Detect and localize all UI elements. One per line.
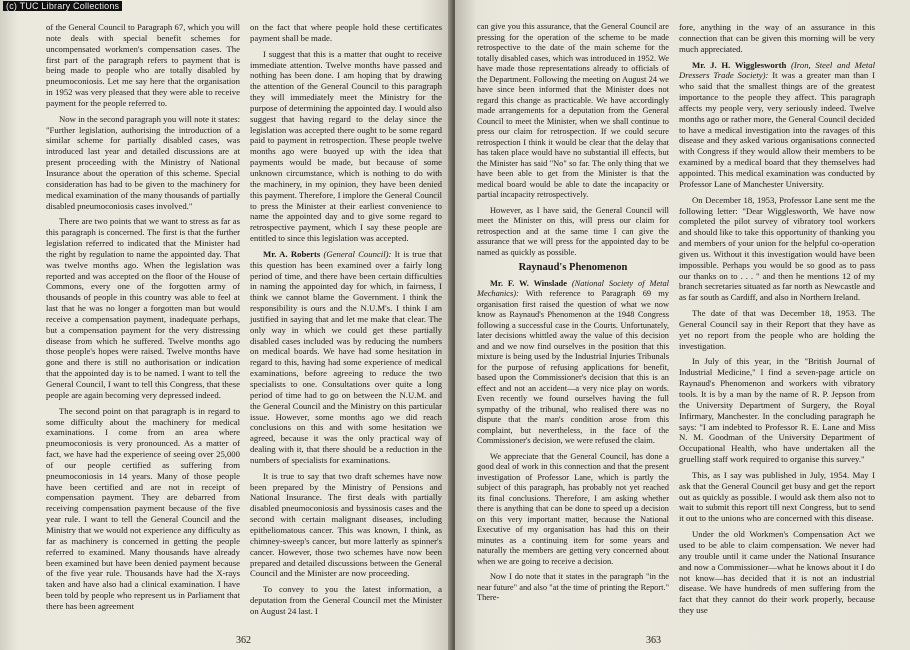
speech-text: With reference to Paragraph 69 my organisation first raised the question of what we now know as Raynaud's Phenomenon at the 1948 Congress following a successful case in the Courts. Unfortunately, later decisions whittled away the value of this decision and and we now find ourselves in the position that this mixture is being used by the Industrial Injuries Tribunals for the purpose of refusing applications for benefit, based upon the Commissioner's decision that this is an effect and not an accident—a very nice play on words. Even recently we found ourselves having the full sympathy of the tribunal, who realised there was no dispute that the man's condition arose from this complaint, but nevertheless, in the face of the Commissioner's decision, we were refused the claim. xyxy=(477,289,669,445)
paragraph: To convey to you the latest information, a deputation from the General Council met the Minister on August 24 last. I xyxy=(250,584,442,616)
paragraph: However, as I have said, the General Council will meet the Minister on this, will press our claim for retrospection and at the same time I can give the assurance that we will press for the appointed day to be named as quickly as possible. xyxy=(477,205,669,257)
paragraph: can give you this assurance, that the General Council are pressing for the operation of the scheme to be made retrospective to the date of the main scheme for the totally disabled cases, which was introduced in 1952. We have made those representations already to officials of the Department. Following the meeting on August 24 we have since been informed that the Minister does not regard this change as practicable. We have accordingly made arrangements for a deputation from the General Council to meet the Minister, when we shall continue to press our claim for retrospection. If we could secure retrospection I think it would be clear that the delay that has taken place would have no substantial ill effects, but the Minister has said "No" so far. The only thing that we have been able to get from the Minister is that the medical board would be able to date the incapacity or partial incapacity retrospectively. xyxy=(477,22,669,199)
right-page-column-1 xyxy=(477,22,669,609)
speaker-paragraph xyxy=(477,279,669,447)
paragraph: Now I do note that it states in the paragraph "in the near future" and also "at the time of printing the Report." There- xyxy=(477,572,669,602)
left-page xyxy=(0,0,452,650)
paragraph: I suggest that this is a matter that ought to receive immediate attention. Twelve months have passed and nothing has been done. I am hoping that by drawing the attention of the General Council to this paragraph they will immediately meet the Ministry for the purpose of determining the appointed day. I would also suggest that having regard to the delay since the legislation was accepted there ought to be some regard paid to payment in retrospection. These people twelve months ago were buoyed up with the idea that payments would be made, but because of some unknown circumstance, which is nothing to do with the machinery, in my opinion, they have been denied this payment. Therefore, I implore the General Council to press the Minister at their earliest convenience to name the appointed day and to give some regard to retrospective payment, which I say these people are entitled to since this legislation was accepted. xyxy=(250,48,442,244)
page-number-left: 362 xyxy=(236,635,251,646)
paragraph: Under the old Workmen's Compensation Act we used to be able to claim compensation. We never had any trouble until it came under the National Insurance and now a Commissioner—what he knows about it I do not know—has decided that it is not an industrial disease. We have hundreds of men suffering from the fact that they cannot do their work properly, because they use xyxy=(679,529,875,616)
watermark: (c) TUC Library Collections xyxy=(3,1,122,11)
right-page xyxy=(455,0,910,650)
paragraph: It is true to say that two draft schemes have now been prepared by the Ministry of Pensions and National Insurance. The first deals with partially disabled pneumoconiosis and byssinosis cases and the second with certain malignant diseases, including epitheliomatous cancer. This was known, I think, as chimney-sweep's cancer, but more latterly as spinner's cancer. However, those two schemes have now been prepared and detailed discussions between the General Council and the Minister are now proceeding. xyxy=(250,470,442,579)
speaker-organisation: (National Society of Metal Mechanics): xyxy=(477,278,670,298)
left-page-column-2 xyxy=(250,22,442,622)
speaker-organisation: (Iron, Steel and Metal Dressers Trade Society): xyxy=(679,59,875,81)
speaker-paragraph xyxy=(679,60,875,190)
speech-text: It is true that this question has been examined over a fairly long period of time, and there have been certain difficulties in naming the appointed day for which, in fairness, I think we cannot blame the Government. I think the responsibility is ours and the N.U.M's. I think I am justified in saying that and let me make that clear. The only way in which we could get these partially disabled cases included was by reducing the numbers on medical boards. We have had some hesitation in regard to this, having had some experience of medical examinations, before agreeing to reduce the two specialists to one. Consultations over quite a long period of time had to go on between the N.U.M. and the General Council and the Ministry on this particular issue. However, some months ago we did reach conclusions on this and with some hesitation we agreed, because it was the only practical way of dealing with it, that there should be a reduction in the numbers of specialists for examinations. xyxy=(250,248,442,465)
speaker-name: Mr. A. Roberts xyxy=(263,248,321,259)
left-page-column-1 xyxy=(46,22,240,617)
section-heading: Raynaud's Phenomenon xyxy=(518,262,628,273)
paragraph: There are two points that we want to stress as far as this paragraph is concerned. The first is that the further legislation referred to indicated that the Minister had the right by regulation to name the appointed day. That was twelve months ago. When the legislation was reported and was accepted on the floor of the House of Commons, every one of the forgotten army of thousands of people in this country was able to feel at last that he was no longer a forgotten man but would receive a compensation payment, inadequate perhaps, but a compensation payment for the very distressing disease from which he suffered. Twelve months ago those people's hopes were raised. Twelve months have gone and there is still no authorisation or indication that the appointed day is to be named. I want to tell the General Council, I want to tell this Congress, that these people are again becoming very depressed indeed. xyxy=(46,216,240,400)
paragraph: Now in the second paragraph you will note it states: "Further legislation, authorising the introduction of a similar scheme for partially disabled cases, was introduced last year and detailed discussions are at present proceeding with the Ministry of National Insurance about the operation of this scheme. Special consideration has had to be given to the machinery for medical examination of the many thousands of partially disabled pneumoconiosis cases involved." xyxy=(46,113,240,211)
speech-text: It was a greater man than I who said that the smallest things are of the greatest importance to the people they affect. This paragraph affects my people very, very seriously indeed. Twelve months ago or rather more, the General Council decided to have a medical investigation into the ravages of this disease and they asked various organisations connected with Congress if they would allow their members to be examined by a medical board that they themselves had appointed. This medical examination was conducted by Professor Lane of Manchester University. xyxy=(679,70,875,189)
paragraph: The second point on that paragraph is in regard to some difficulty about the machinery for medical examinations. I come from an area where pneumoconiosis is very pronounced. As a matter of fact, we have had the experience of seeing over 25,000 of our people certified as suffering from pneumoconiosis in 14 years. Many of those people have been certified and are not in receipt of compensation payment. They are debarred from receiving compensation payment because of the five year rule. I want to tell the General Council and the Ministry that we would not experience any difficulty as far as machinery is concerned in getting the people referred to examined. Many thousands have already been examined but have been denied payment because of the five year rule. Thousands have had the X-rays taken and have also had a clinical examination. I have been told by people who represent us in Parliament that there has been agreement xyxy=(46,405,240,611)
paragraph: on the fact that where people hold these certificates payment shall be made. xyxy=(250,22,442,43)
paragraph: The date of that was December 18, 1953. The General Council say in their Report that they have as yet no report from the people who are holding the investigation. xyxy=(679,308,875,351)
paragraph: This, as I say was published in July, 1954. May I ask that the General Council get busy and get the report out as quickly as possible. I would ask them also not to wait to submit this report till next Congress, but to send it out to the unions who are concerned with this disease. xyxy=(679,469,875,524)
paragraph: We appreciate that the General Council, has done a good deal of work in this connection and that the present investigation of Professor Lane, which is partly the subject of this paragraph, has probably not yet reached its final conclusions. Therefore, I am asking whether there is anything that can be done to speed up a decision on this very important matter, because the National Executive of my organisation has had this on their minutes as a continuing item for some years and naturally the members are getting very concerned about when we are going to receive a decision. xyxy=(477,451,669,566)
speaker-name: Mr. F. W. Winslade xyxy=(490,278,567,288)
speaker-organisation: (General Council): xyxy=(323,248,392,259)
paragraph: fore, anything in the way of an assurance in this connection that can be given this morning will be very much appreciated. xyxy=(679,22,875,54)
paragraph: In July of this year, in the "British Journal of Industrial Medicine," I find a seven-page article on Raynaud's Phenomenon and workers with vibratory tools. It is by a man by the name of R. P. Jepson from the University Department of Surgery, the Royal Infirmary, Manchester. In the concluding paragraph he says: "I am indebted to Professor R. E. Lane and Miss N. M. Goodman of the University Department of Occupational Health, who have undertaken all the gruelling staff work required to organise this survey." xyxy=(679,356,875,465)
paragraph: On December 18, 1953, Professor Lane sent me the following letter: "Dear Wigglesworth, We have now completed the pilot survey of vibratory tool workers and should like to take this opportunity of thanking you and members of your union for the helpful co-operation given us. Without it this investigation would have been impossible. Perhaps you would be so good as to pass our thanks on to . . . " and then he mentions 12 of my branch secretaries situated as far north as Newcastle and as far south as Cardiff, and also in Northern Ireland. xyxy=(679,194,875,303)
page-number-right: 363 xyxy=(646,635,661,646)
speaker-name: Mr. J. H. Wigglesworth xyxy=(692,59,787,70)
paragraph: of the General Council to Paragraph 67, which you will note deals with special benefit schemes for uncompensated workmen's compensation cases. The first part of the paragraph refers to payment that is being made to people who are totally disabled by pneumoconiosis. Let me say here that the organisation in 1952 was very pleased that they were able to receive payment for the people referred to. xyxy=(46,22,240,108)
right-page-column-2 xyxy=(679,22,875,621)
speaker-paragraph xyxy=(250,249,442,466)
